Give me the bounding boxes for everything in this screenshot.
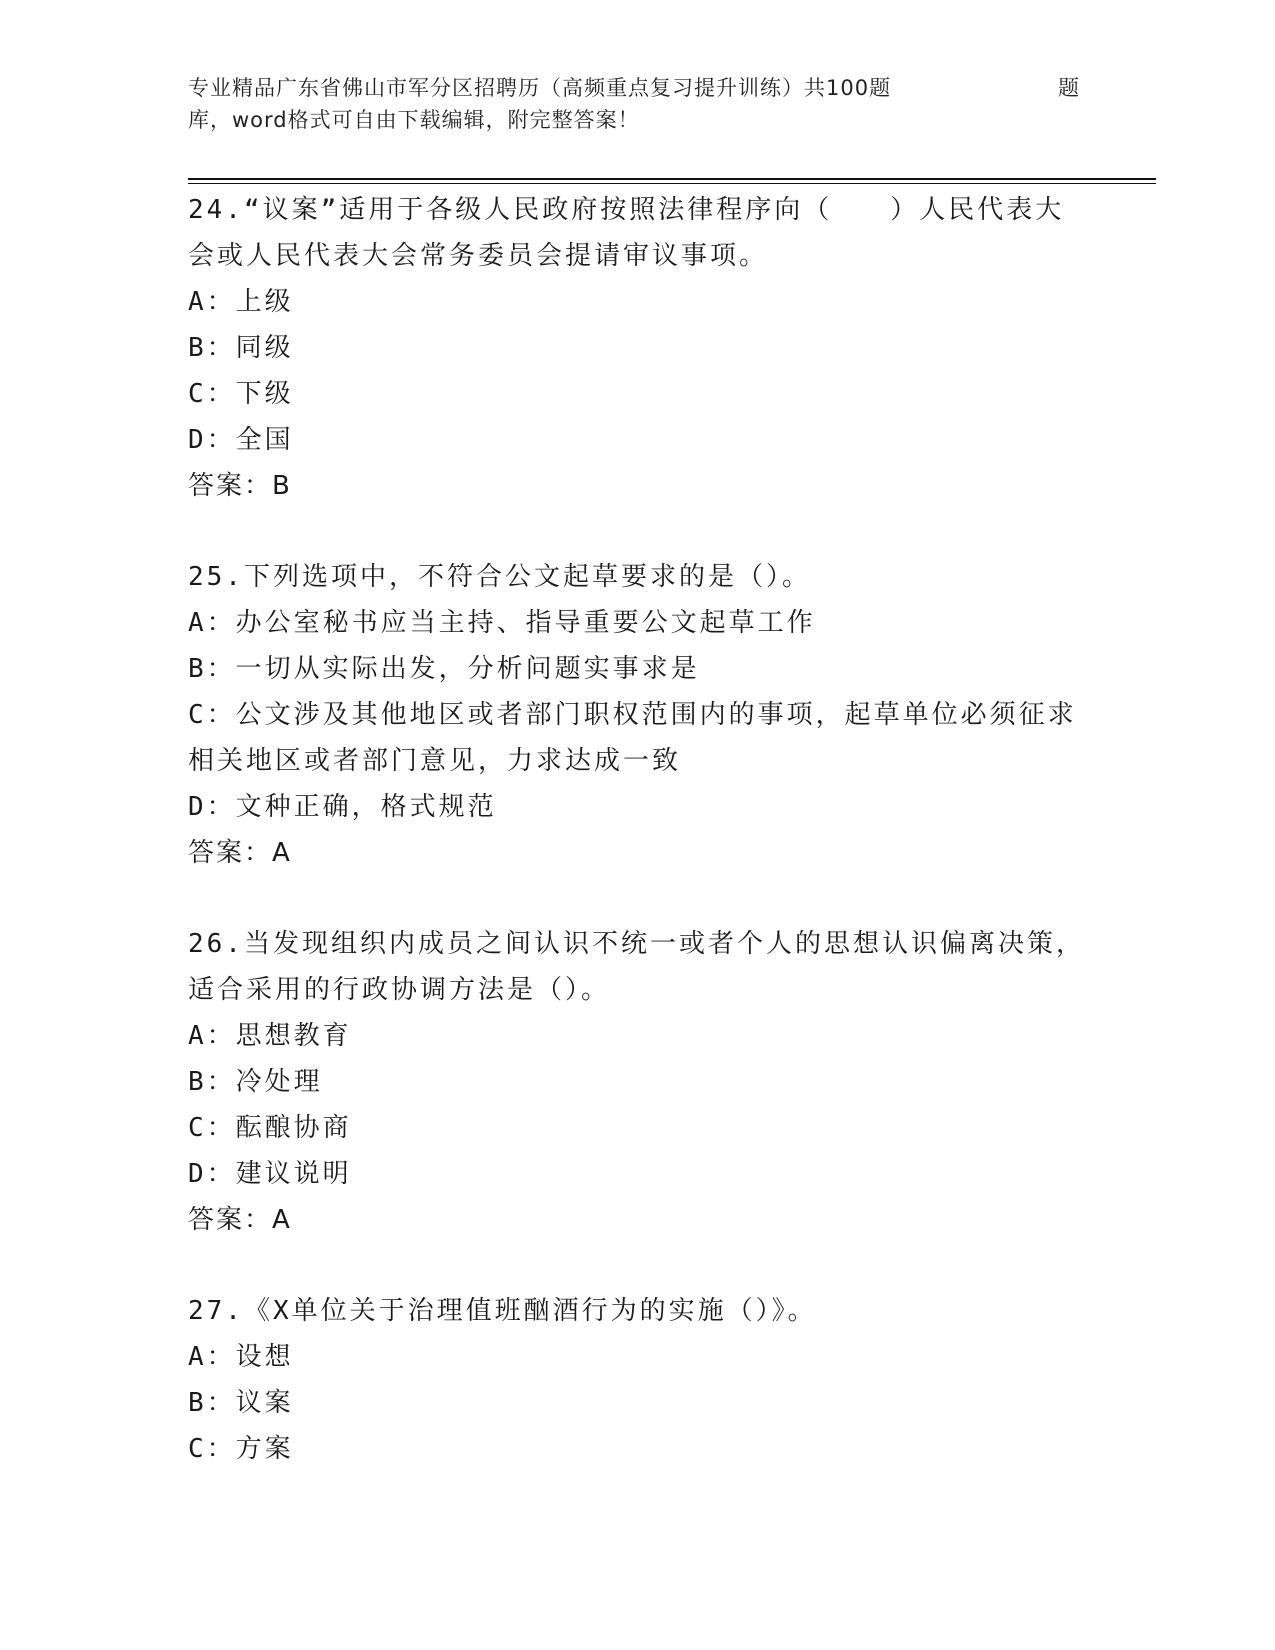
question-26-option-c: C：酝酿协商 [188, 1113, 352, 1143]
question-25-option-c: C：公文涉及其他地区或者部门职权范围内的事项，起草单位必须征求 [188, 700, 1077, 730]
header-title-tail: 题 [1058, 76, 1080, 100]
header-divider-thin [188, 183, 1156, 184]
question-24-stem-line-2: 会或人民代表大会常务委员会提请审议事项。 [188, 241, 769, 271]
header-line-2: 库，word格式可自由下载编辑，附完整答案！ [188, 108, 640, 132]
question-27 [188, 1288, 1088, 1472]
question-27-stem-line-1: 27.《X单位关于治理值班酗酒行为的实施（）》。 [188, 1296, 817, 1326]
question-26-option-b: B：冷处理 [188, 1067, 323, 1097]
header-divider-thick [188, 178, 1156, 180]
question-27-option-c: C：方案 [188, 1434, 294, 1464]
question-list [188, 187, 1088, 1472]
question-25-option-b: B：一切从实际出发，分析问题实事求是 [188, 654, 700, 684]
question-24-answer: 答案：B [188, 471, 292, 501]
question-spacer [188, 1243, 1088, 1288]
question-25-option-d: D：文种正确，格式规范 [188, 792, 497, 822]
page-header [188, 72, 1083, 136]
question-24-option-d: D：全国 [188, 425, 294, 455]
question-25 [188, 554, 1088, 876]
question-26-stem-line-1: 26.当发现组织内成员之间认识不统一或者个人的思想认识偏离决策， [188, 929, 1085, 959]
question-spacer [188, 876, 1088, 921]
question-spacer [188, 509, 1088, 554]
question-25-answer: 答案：A [188, 838, 292, 868]
question-24-option-a: A：上级 [188, 287, 294, 317]
question-26 [188, 921, 1088, 1243]
question-25-option-c-continued: 相关地区或者部门意见，力求达成一致 [188, 746, 682, 776]
question-25-option-a: A：办公室秘书应当主持、指导重要公文起草工作 [188, 608, 816, 638]
question-24-option-b: B：同级 [188, 333, 294, 363]
question-26-answer: 答案：A [188, 1205, 292, 1235]
question-24-option-c: C：下级 [188, 379, 294, 409]
question-27-option-a: A：设想 [188, 1342, 294, 1372]
question-25-stem-line-1: 25.下列选项中，不符合公文起草要求的是（）。 [188, 562, 811, 592]
question-26-stem-line-2: 适合采用的行政协调方法是（）。 [188, 975, 611, 1005]
question-24-stem-line-1: 24.“议案”适用于各级人民政府按照法律程序向（ ）人民代表大 [188, 195, 1065, 225]
question-27-option-b: B：议案 [188, 1388, 294, 1418]
question-24 [188, 187, 1088, 509]
header-title: 专业精品广东省佛山市军分区招聘历（高频重点复习提升训练）共100题 [188, 76, 892, 100]
header-line-1 [188, 72, 1083, 104]
question-26-option-a: A：思想教育 [188, 1021, 352, 1051]
question-26-option-d: D：建议说明 [188, 1159, 352, 1189]
